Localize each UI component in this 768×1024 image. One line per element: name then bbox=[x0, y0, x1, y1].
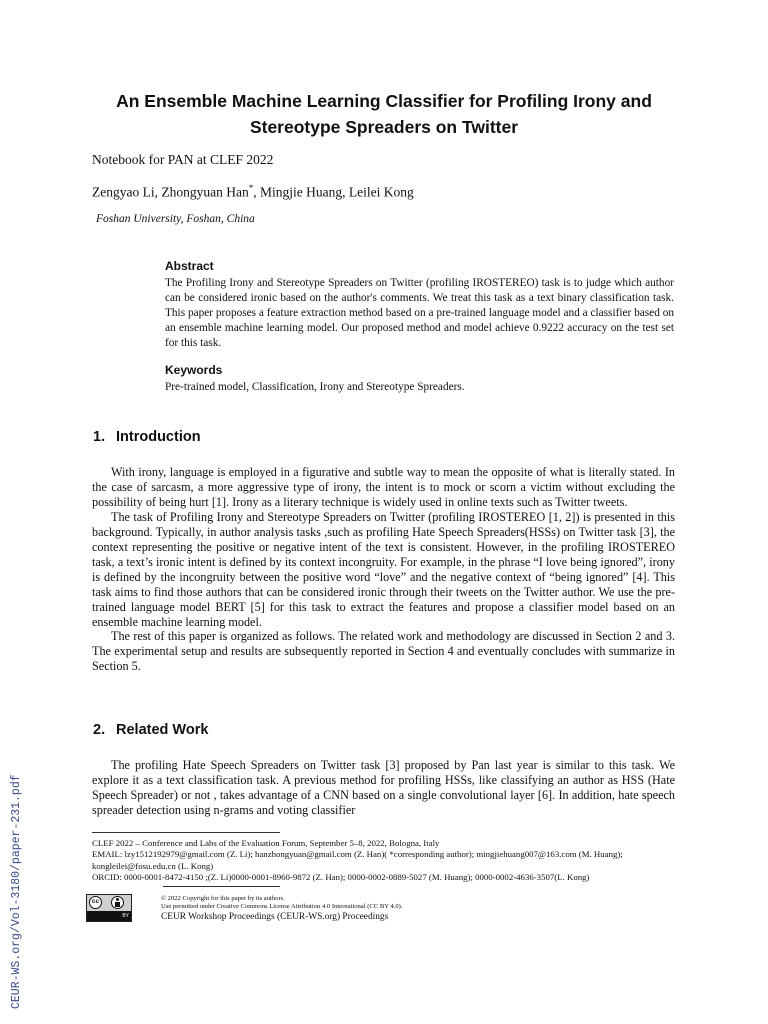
section-number: 1. bbox=[93, 429, 106, 445]
introduction-body bbox=[92, 465, 675, 674]
section-heading-introduction bbox=[93, 429, 201, 445]
title-line-2: Stereotype Spreaders on Twitter bbox=[249, 117, 519, 137]
section-title: Related Work bbox=[116, 722, 209, 738]
copyright-line-2: Use permitted under Creative Commons License Attribution 4.0 International (CC BY 4.0). bbox=[161, 903, 403, 911]
author-list bbox=[92, 183, 414, 201]
footnote-conference: CLEF 2022 – Conference and Labs of the Evaluation Forum, September 5–8, 2022, Bologna, Italy bbox=[92, 838, 440, 848]
title-line-1: An Ensemble Machine Learning Classifier for Profiling Irony and bbox=[116, 91, 652, 111]
footnote-orcid: ORCID: 0000-0001-8472-4150 ;(Z. Li)0000-0001-8960-9872 (Z. Han); 0000-0002-0889-5027 (M. Huang); 0000-0002-4636-3507(L. Kong) bbox=[92, 871, 590, 882]
abstract-text: The Profiling Irony and Stereotype Spreaders on Twitter (profiling IROSTEREO) task is to judge which author can be considered ironic based on the author's comments. We treat this task as a text binary classification task. This paper proposes a feature extraction method based on a pre-trained language model and a classifier based on an ensemble machine learning model. Our proposed method and model achieve 0.9222 accuracy on the test set for this task. bbox=[165, 277, 674, 349]
copyright-divider bbox=[163, 886, 280, 887]
abstract-heading: Abstract bbox=[165, 259, 214, 273]
keywords-heading: Keywords bbox=[165, 363, 223, 377]
section-heading-related-work bbox=[93, 722, 208, 738]
related-work-body bbox=[92, 758, 675, 818]
authors-part-2: , Mingjie Huang, Leilei Kong bbox=[253, 184, 414, 200]
keywords-text: Pre-trained model, Classification, Irony and Stereotype Spreaders. bbox=[165, 381, 465, 393]
footnote-emails: EMAIL: lzy1512192979@gmail.com (Z. Li); hanzhongyuan@gmail.com (Z. Han)( *corresponding author); mingjiehuang007@163.com (M. Huang); kongleilei@fosu.edu.cn (L. Kong) bbox=[92, 849, 623, 871]
paragraph: The rest of this paper is organized as follows. The related work and methodology are discussed in Section 2 and 3. The experimental setup and results are subsequently reported in Section 4 and eventually concludes with summarize in Section 5. bbox=[92, 629, 675, 674]
notebook-note: Notebook for PAN at CLEF 2022 bbox=[92, 152, 274, 167]
copyright-notice bbox=[161, 895, 402, 912]
corresponding-mark: * bbox=[248, 183, 254, 193]
cc-by-label: BY bbox=[87, 911, 131, 921]
footnote-divider bbox=[92, 832, 280, 833]
paragraph: The profiling Hate Speech Spreaders on Twitter task [3] proposed by Pan last year is similar to this task. We explore it as a text classification task. A previous method for profiling HSSs, like classifying an author as HSS (Hate Speech Spreader) or not , takes advantage of a CNN based on a single convolutional layer [6]. In addition, hate speech spreader detection using n-grams and voting classifier bbox=[92, 758, 675, 817]
proceedings-label: CEUR Workshop Proceedings (CEUR-WS.org) Proceedings bbox=[161, 912, 389, 922]
paper-title bbox=[60, 88, 708, 140]
ceur-url-link[interactable]: CEUR-WS.org/Vol-3180/paper-231.pdf bbox=[10, 774, 23, 1009]
section-number: 2. bbox=[93, 722, 106, 738]
ceur-url-sidebar bbox=[8, 764, 26, 1009]
affiliation: Foshan University, Foshan, China bbox=[96, 213, 255, 225]
paragraph: The task of Profiling Irony and Stereotype Spreaders on Twitter (profiling IROSTEREO [1, 2]) is presented in this background. Typically, in author analysis tasks ,such as profiling Hate Speech Spreaders(HSSs) on Twitter task [3], the context representing the positive or negative intent of the text is consistent. However, in the profiling IROSTEREO task, a text’s ironic intent is defined by its context incongruity. For example, in the phrase “I love being ignored”, irony is defined by the incongruity between the positive word “love” and the negative context of “being ignored” [4]. This task aims to find those authors that can be considered ironic through their tweets on the Twitter author. We use the pre-trained language model BERT [5] for this task to extract the features and propose a classifier model based on an ensemble machine learning model. bbox=[92, 509, 675, 629]
footnotes bbox=[92, 838, 672, 883]
cc-by-icon: cc BY bbox=[86, 894, 132, 922]
paragraph: With irony, language is employed in a figurative and subtle way to mean the opposite of what is literally stated. In the case of sarcasm, a more aggressive type of irony, the intent is to mock or scorn a victim without excluding the possibility of being hurt [1]. Irony as a literary technique is widely used in online texts such as Twitter tweets. bbox=[92, 465, 675, 509]
authors-part-1: Zengyao Li, Zhongyuan Han bbox=[92, 184, 249, 200]
copyright-line-1: © 2022 Copyright for this paper by its authors. bbox=[161, 895, 285, 902]
section-title: Introduction bbox=[116, 429, 201, 445]
